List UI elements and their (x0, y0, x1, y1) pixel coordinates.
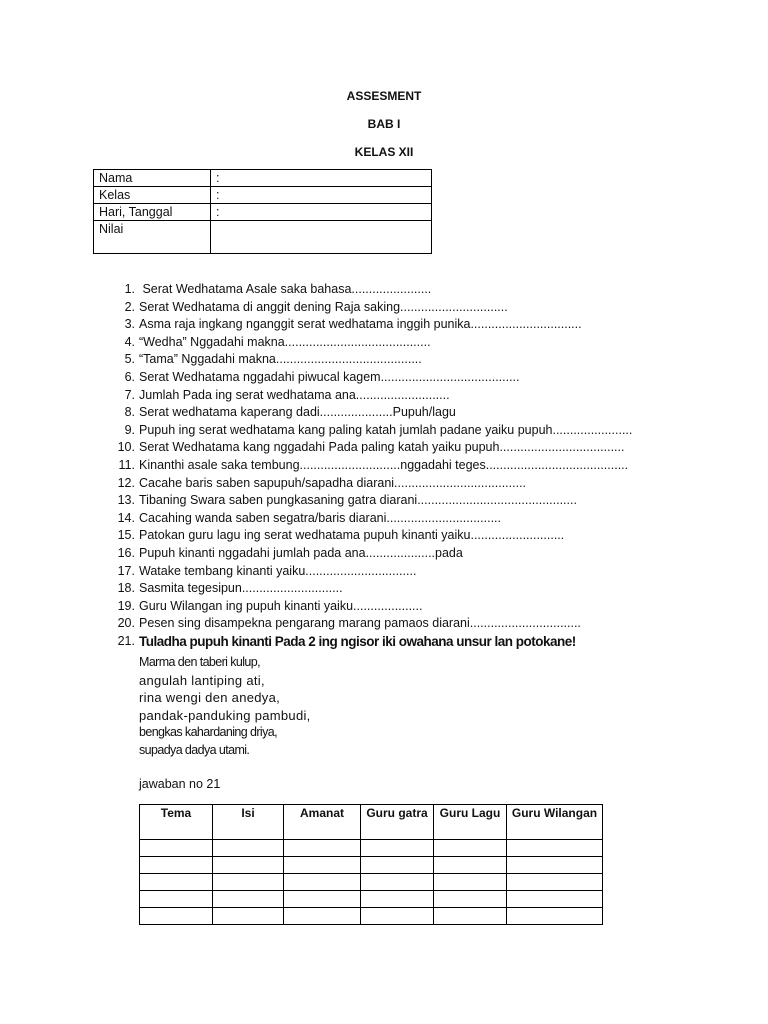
answer-cell (361, 857, 434, 874)
answer-cell (434, 857, 507, 874)
answer-cell (361, 874, 434, 891)
identity-row (94, 170, 432, 187)
question-number: 12. (117, 475, 135, 490)
identity-label: Hari, Tanggal (94, 204, 211, 221)
answer-label: jawaban no 21 (139, 777, 221, 791)
question-text: “Tama” Nggadahi makna.......................................... (139, 352, 422, 367)
question-item (112, 351, 672, 369)
poem-stanza (139, 654, 311, 759)
question-text: Sasmita tegesipun............................. (139, 581, 343, 596)
answer-cell (434, 908, 507, 925)
column-header: Amanat (284, 805, 361, 840)
question-number: 9. (124, 422, 135, 437)
answer-cell (434, 891, 507, 908)
answer-cell (140, 891, 213, 908)
question-item (112, 422, 672, 440)
question-text: Guru Wilangan ing pupuh kinanti yaiku.................... (139, 598, 423, 613)
document-title: ASSESMENT (346, 89, 422, 103)
question-number: 8. (124, 405, 135, 420)
question-number: 11. (118, 457, 135, 472)
question-text: Serat Wedhatama kang nggadahi Pada paling katah yaiku pupuh.................................... (139, 440, 625, 455)
question-item (112, 492, 672, 510)
answer-table (139, 804, 603, 925)
question-number: 10. (117, 440, 135, 455)
answer-cell (284, 857, 361, 874)
column-header: Tema (140, 805, 213, 840)
question-text: Jumlah Pada ing serat wedhatama ana........................... (139, 387, 450, 402)
identity-row (94, 204, 432, 221)
question-item (112, 633, 672, 651)
question-number: 5. (124, 352, 135, 367)
answer-cell (434, 874, 507, 891)
question-item (112, 387, 672, 405)
answer-cell (284, 891, 361, 908)
question-number: 3. (124, 317, 135, 332)
answer-cell (361, 840, 434, 857)
question-number: 21. (117, 633, 135, 648)
answer-row (140, 840, 603, 857)
question-text: Serat Wedhatama di anggit dening Raja saking............................... (139, 299, 508, 314)
question-item (112, 369, 672, 387)
answer-cell (361, 908, 434, 925)
poem-line: pandak-panduking pambudi, (139, 707, 311, 723)
question-item (112, 563, 672, 581)
identity-value-field: : (211, 170, 432, 187)
identity-label: Kelas (94, 187, 211, 204)
question-text: Patokan guru lagu ing serat wedhatama pupuh kinanti yaiku........................... (139, 528, 565, 543)
answer-cell (507, 840, 603, 857)
question-number: 16. (117, 545, 135, 560)
answer-cell (507, 874, 603, 891)
question-text: Kinanthi asale saka tembung.............................nggadahi teges......................................... (139, 457, 629, 472)
identity-value-field: : (211, 187, 432, 204)
question-number: 13. (117, 493, 135, 508)
answer-header-row (140, 805, 603, 840)
column-header: Isi (213, 805, 284, 840)
question-text: Cacahe baris saben sapupuh/sapadha diarani...................................... (139, 475, 527, 490)
answer-cell (213, 840, 284, 857)
answer-row (140, 857, 603, 874)
answer-cell (213, 908, 284, 925)
question-number: 7. (124, 387, 135, 402)
identity-value-field (211, 221, 432, 254)
answer-cell (140, 874, 213, 891)
answer-cell (284, 908, 361, 925)
poem-line: supadya dadya utami. (139, 742, 250, 757)
column-header: Guru Wilangan (507, 805, 603, 840)
class-heading: KELAS XII (354, 145, 414, 159)
question-item (112, 457, 672, 475)
question-number: 6. (124, 369, 135, 384)
answer-cell (284, 840, 361, 857)
question-item (112, 475, 672, 493)
question-text: Tibaning Swara saben pungkasaning gatra diarani.............................................. (139, 493, 577, 508)
answer-row (140, 891, 603, 908)
identity-table (93, 169, 432, 254)
question-item (112, 281, 672, 299)
question-text: Pupuh ing serat wedhatama kang paling katah jumlah padane yaiku pupuh....................... (139, 422, 633, 437)
answer-cell (507, 908, 603, 925)
question-text: Serat Wedhatama nggadahi piwucal kagem........................................ (139, 369, 520, 384)
answer-row (140, 874, 603, 891)
question-item (112, 439, 672, 457)
answer-cell (434, 840, 507, 857)
question-text: Serat wedhatama kaperang dadi.....................Pupuh/lagu (139, 405, 456, 420)
identity-value-field: : (211, 204, 432, 221)
question-item (112, 334, 672, 352)
question-item (112, 580, 672, 598)
answer-cell (140, 908, 213, 925)
question-list (112, 281, 672, 650)
answer-cell (507, 891, 603, 908)
question-text: Watake tembang kinanti yaiku................................ (139, 563, 417, 578)
chapter-heading: BAB I (367, 117, 401, 131)
answer-cell (507, 857, 603, 874)
answer-cell (284, 874, 361, 891)
question-number: 17. (117, 563, 135, 578)
question-item (112, 545, 672, 563)
question-text: Pupuh kinanti nggadahi jumlah pada ana....................pada (139, 545, 463, 560)
answer-cell (213, 857, 284, 874)
poem-line: Marma den taberi kulup, (139, 655, 260, 669)
answer-cell (361, 891, 434, 908)
question-item (112, 316, 672, 334)
question-item (112, 404, 672, 422)
answer-cell (140, 857, 213, 874)
identity-label: Nilai (94, 221, 211, 254)
poem-line: angulah lantiping ati, (139, 672, 265, 688)
answer-table-body (140, 840, 603, 925)
question-number: 2. (124, 299, 135, 314)
column-header: Guru gatra (361, 805, 434, 840)
question-text: Cacahing wanda saben segatra/baris diarani................................. (139, 510, 501, 525)
question-item (112, 598, 672, 616)
question-text: “Wedha” Nggadahi makna.......................................... (139, 334, 431, 349)
question-number: 19. (117, 598, 135, 613)
answer-row (140, 908, 603, 925)
question-text: Serat Wedhatama Asale saka bahasa....................... (139, 282, 432, 296)
question-text: Pesen sing disampekna pengarang marang pamaos diarani................................ (139, 616, 581, 631)
question-number: 14. (117, 510, 135, 525)
answer-cell (213, 891, 284, 908)
question-item (112, 527, 672, 545)
question-number: 18. (117, 581, 135, 596)
identity-label: Nama (94, 170, 211, 187)
question-item (112, 299, 672, 317)
answer-cell (213, 874, 284, 891)
identity-row (94, 187, 432, 204)
question-item (112, 510, 672, 528)
question-number: 1. (124, 282, 135, 296)
question-item (112, 615, 672, 633)
question-text: Asma raja ingkang nganggit serat wedhatama inggih punika................................ (139, 317, 582, 332)
column-header: Guru Lagu (434, 805, 507, 840)
question-text: Tuladha pupuh kinanti Pada 2 ing ngisor iki owahana unsur lan potokane! (139, 633, 576, 649)
poem-line: bengkas kahardaning driya, (139, 725, 277, 739)
question-number: 4. (124, 334, 135, 349)
question-number: 15. (117, 528, 135, 543)
answer-cell (140, 840, 213, 857)
question-number: 20. (117, 616, 135, 631)
poem-line: rina wengi den anedya, (139, 690, 281, 705)
identity-row (94, 221, 432, 254)
